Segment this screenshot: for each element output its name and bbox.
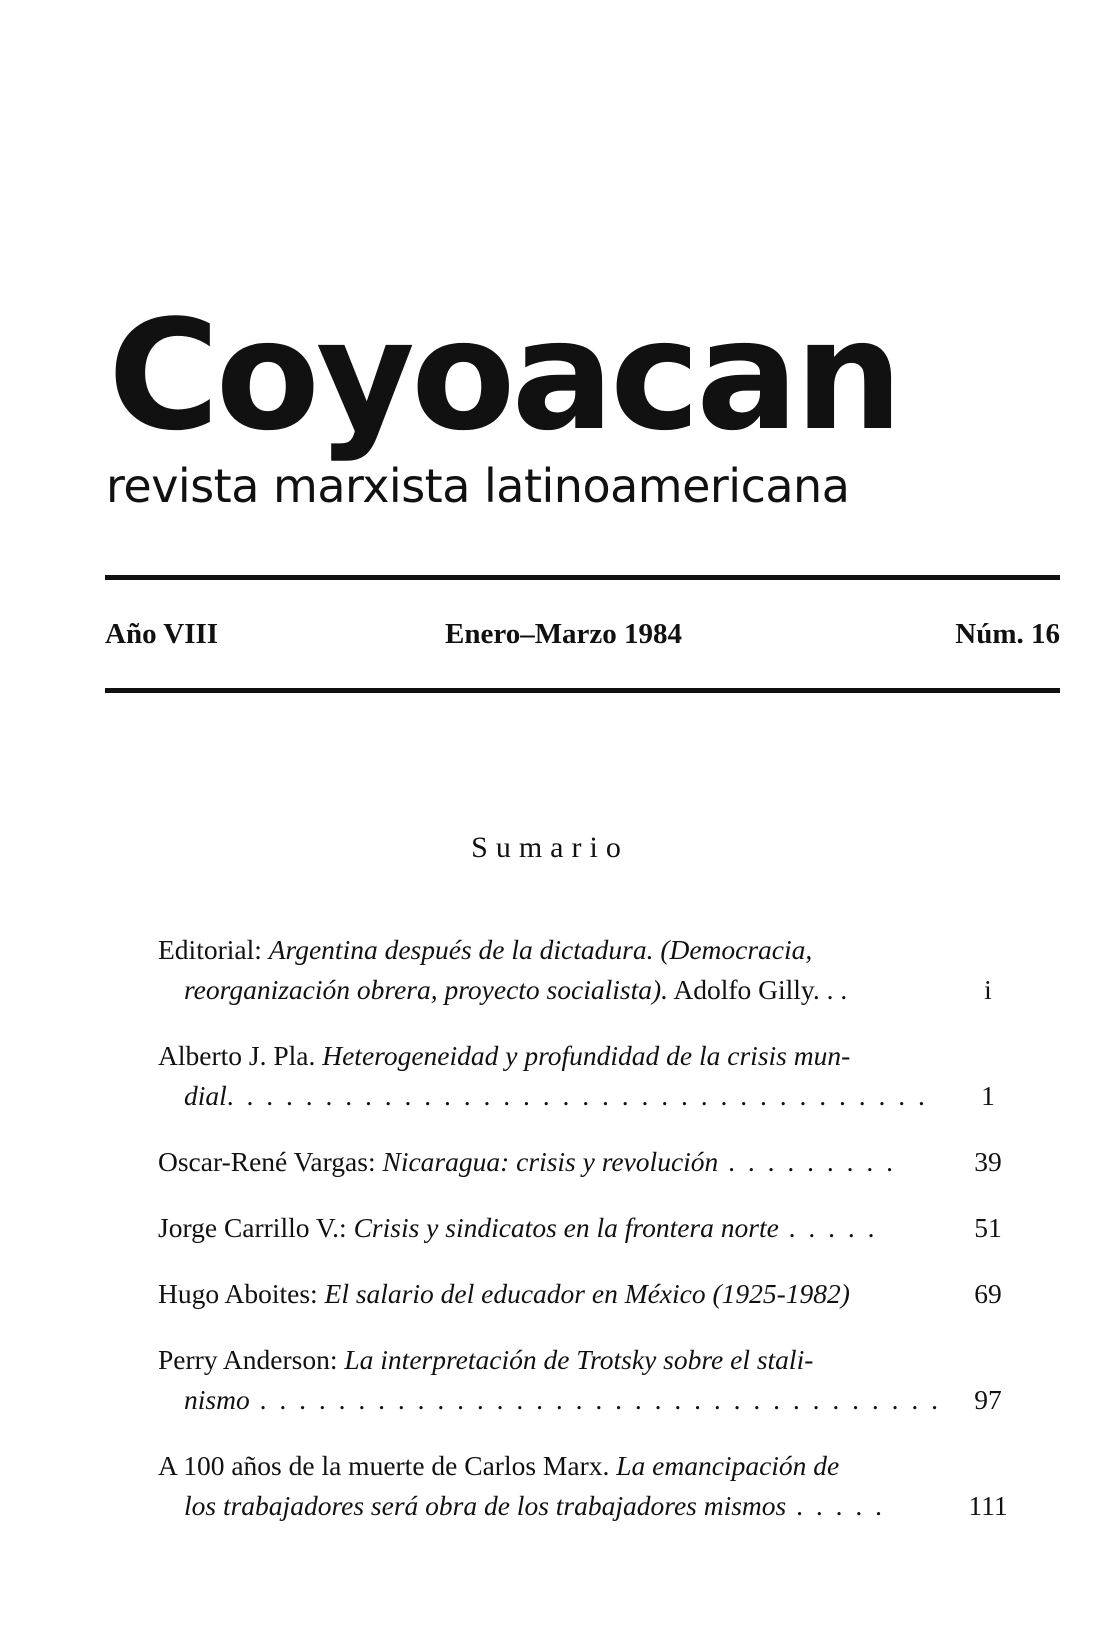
toc-entry-pla[interactable] [158, 1036, 1028, 1116]
masthead-title: Coyoacan [108, 287, 899, 464]
toc-entry-editorial[interactable] [158, 930, 1028, 1010]
issue-info-bar [105, 612, 1060, 656]
toc-heading: Sumario [471, 831, 629, 864]
top-rule [105, 575, 1060, 580]
entry-leader-dots: . . . . . . . . . . . . . . . . . . . . . . . . . . . . . . . . . . . . [226, 1080, 928, 1111]
entry-title: Heterogeneidad y profundidad de la crisis mun- [322, 1040, 851, 1071]
table-of-contents [158, 930, 1028, 1552]
entry-title: Nicaragua: crisis y revolución [382, 1146, 719, 1177]
entry-leader-dots: . . . . . [778, 1212, 878, 1243]
toc-entry-vargas[interactable] [158, 1142, 1028, 1182]
entry-author: Hugo Aboites: [158, 1278, 325, 1309]
entry-leader-dots: . . . . . . . . . . . . . . . . . . . . . . . . . . . . . . . . . . . [249, 1384, 941, 1415]
entry-author: Alberto J. Pla. [158, 1040, 323, 1071]
issue-number: Núm. 16 [955, 618, 1060, 650]
entry-author: Oscar-René Vargas: [158, 1146, 383, 1177]
entry-title: El salario del educador en México (1925-1982) [324, 1278, 850, 1309]
toc-entry-carrillo[interactable] [158, 1208, 1028, 1248]
entry-title: La interpretación de Trotsky sobre el stali- [344, 1344, 814, 1375]
entry-title: La emancipación de [616, 1450, 840, 1481]
toc-entry-marx[interactable] [158, 1446, 1028, 1526]
entry-leader-dots: . . . . . . . . . [718, 1146, 897, 1177]
entry-tail: Adolfo Gilly. . . [668, 974, 848, 1005]
entry-author: A 100 años de la muerte de Carlos Marx. [158, 1450, 617, 1481]
entry-author: Jorge Carrillo V.: [158, 1212, 354, 1243]
toc-entry-aboites[interactable] [158, 1274, 1028, 1314]
entry-title-continued: nismo [184, 1384, 250, 1415]
masthead-subtitle: revista marxista latinoamericana [106, 459, 850, 513]
entry-author: Editorial: [158, 934, 269, 965]
entry-title-continued: dial [184, 1080, 227, 1111]
entry-title: Argentina después de la dictadura. (Democracia, [268, 934, 813, 965]
toc-entry-anderson[interactable] [158, 1340, 1028, 1420]
issue-period: Enero–Marzo 1984 [445, 618, 683, 650]
bottom-rule [105, 688, 1060, 693]
entry-page-number: 1 [981, 1080, 995, 1111]
entry-page-number: i [984, 974, 992, 1005]
entry-page-number: 111 [968, 1490, 1008, 1521]
entry-page-number: 39 [974, 1146, 1002, 1177]
entry-author: Perry Anderson: [158, 1344, 345, 1375]
entry-title: Crisis y sindicatos en la frontera norte [353, 1212, 779, 1243]
issue-year: Año VIII [105, 618, 219, 650]
entry-page-number: 97 [974, 1384, 1002, 1415]
entry-page-number: 51 [974, 1212, 1002, 1243]
entry-page-number: 69 [974, 1278, 1002, 1309]
entry-leader-dots: . . . . . [786, 1490, 885, 1521]
entry-title-continued: los trabajadores será obra de los trabajadores mismos [184, 1490, 787, 1521]
entry-title-continued: reorganización obrera, proyecto socialista). [184, 974, 668, 1005]
